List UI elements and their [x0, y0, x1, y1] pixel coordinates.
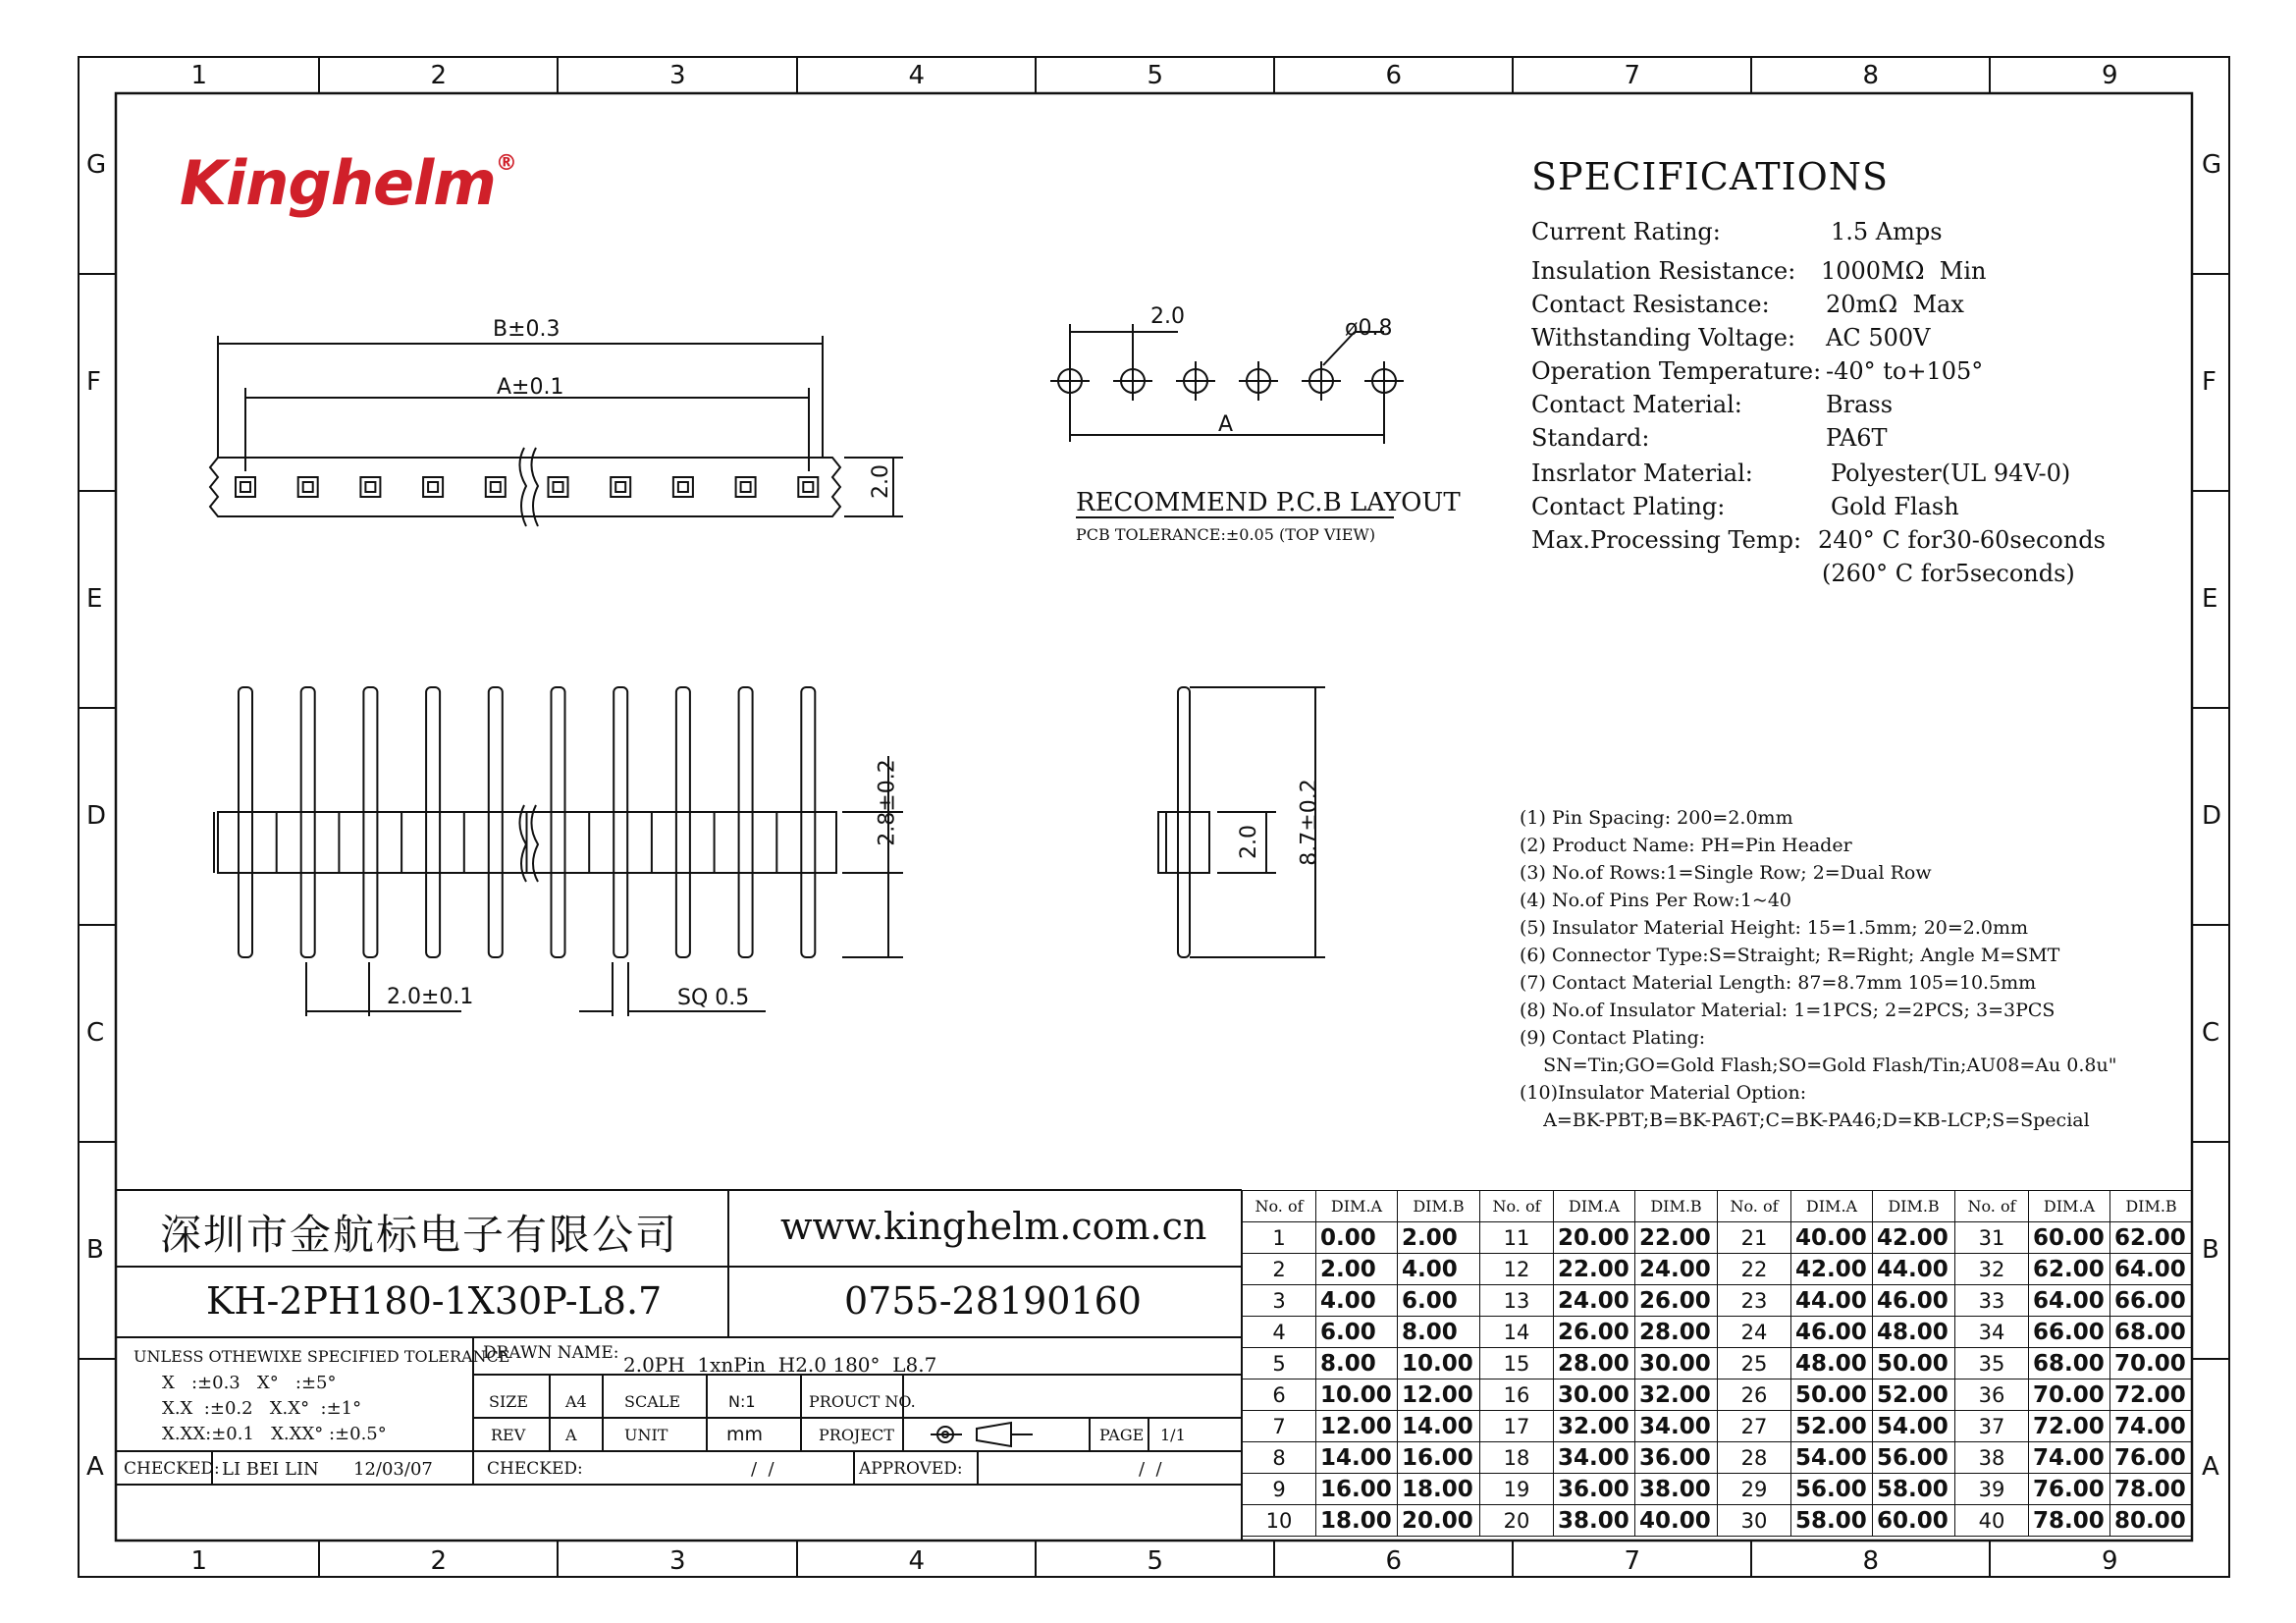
spec-row — [1531, 460, 2071, 487]
grid-column-label: 1 — [190, 1546, 208, 1576]
spec-label: Contact Material: — [1531, 391, 1742, 418]
table-cell: 2.00 — [1316, 1254, 1398, 1285]
table-cell: 64.00 — [2110, 1254, 2193, 1285]
scale-label: SCALE — [624, 1392, 681, 1411]
spec-value: AC 500V — [1826, 324, 1931, 352]
website: www.kinghelm.com.cn — [780, 1205, 1207, 1248]
table-cell: 74.00 — [2110, 1411, 2193, 1442]
table-cell: 34.00 — [1635, 1411, 1718, 1442]
note-line: (2) Product Name: PH=Pin Header — [1520, 835, 1852, 856]
spec-value: Gold Flash — [1831, 493, 1959, 520]
table-row — [1243, 1411, 2193, 1442]
checked-date: 12/03/07 — [353, 1459, 433, 1480]
table-cell: 17 — [1480, 1411, 1554, 1442]
table-cell: 64.00 — [2029, 1285, 2110, 1317]
table-cell: 9 — [1243, 1474, 1316, 1505]
table-cell: 24.00 — [1554, 1285, 1635, 1317]
grid-column-label: 7 — [1624, 1546, 1641, 1576]
table-header-cell: No. of — [1480, 1191, 1554, 1222]
pcb-a-label: A — [1218, 412, 1234, 437]
note-line: (6) Connector Type:S=Straight; R=Right; Angle M=SMT — [1520, 945, 2060, 966]
table-cell: 60.00 — [2029, 1222, 2110, 1254]
table-header-cell: DIM.B — [1635, 1191, 1718, 1222]
table-cell: 44.00 — [1791, 1285, 1873, 1317]
pcb-subtitle: PCB TOLERANCE:±0.05 (TOP VIEW) — [1076, 525, 1376, 544]
table-cell: 18.00 — [1316, 1505, 1398, 1537]
grid-column-label: 5 — [1147, 61, 1164, 90]
table-cell: 62.00 — [2029, 1254, 2110, 1285]
part-number: KH-2PH180-1X30P-L8.7 — [206, 1279, 663, 1323]
note-line: (5) Insulator Material Height: 15=1.5mm; 20=2.0mm — [1520, 917, 2029, 939]
grid-row-label: F — [86, 366, 101, 397]
table-cell: 13 — [1480, 1285, 1554, 1317]
table-cell: 18.00 — [1398, 1474, 1480, 1505]
table-cell: 36 — [1955, 1380, 2029, 1411]
table-cell: 46.00 — [1873, 1285, 1955, 1317]
table-cell: 72.00 — [2110, 1380, 2193, 1411]
brand-logo: Kinghelm® — [180, 147, 516, 219]
spec-row — [1531, 391, 1894, 418]
grid-row-label: D — [2202, 800, 2222, 831]
grid-row-label: D — [86, 800, 107, 831]
table-cell: 35 — [1955, 1348, 2029, 1380]
front-view-drawing — [214, 687, 903, 1016]
table-cell: 11 — [1480, 1222, 1554, 1254]
table-cell: 58.00 — [1791, 1505, 1873, 1537]
grid-column-label: 9 — [2102, 61, 2118, 90]
grid-column-label: 8 — [1862, 61, 1880, 90]
spec-label: Insulation Resistance: — [1531, 257, 1796, 285]
rev-label: REV — [491, 1426, 526, 1444]
table-cell: 32 — [1955, 1254, 2029, 1285]
table-cell: 44.00 — [1873, 1254, 1955, 1285]
note-line: (3) No.of Rows:1=Single Row; 2=Dual Row — [1520, 862, 1932, 884]
table-cell: 1 — [1243, 1222, 1316, 1254]
table-cell: 22.00 — [1554, 1254, 1635, 1285]
grid-row-label: G — [86, 149, 107, 180]
table-cell: 29 — [1718, 1474, 1791, 1505]
front-upper-label: 2.8±0.2 — [875, 759, 900, 846]
size-label: SIZE — [489, 1392, 529, 1411]
grid-row-label: A — [86, 1452, 104, 1482]
table-cell: 39 — [1955, 1474, 2029, 1505]
table-cell: 14 — [1480, 1317, 1554, 1348]
table-cell: 26.00 — [1635, 1285, 1718, 1317]
table-cell: 20 — [1480, 1505, 1554, 1537]
table-cell: 52.00 — [1791, 1411, 1873, 1442]
spec-row — [1531, 493, 1959, 520]
table-row — [1243, 1254, 2193, 1285]
spec-row — [1531, 291, 1964, 318]
note-line: (1) Pin Spacing: 200=2.0mm — [1520, 807, 1793, 829]
table-row — [1243, 1222, 2193, 1254]
table-cell: 15 — [1480, 1348, 1554, 1380]
table-cell: 70.00 — [2029, 1380, 2110, 1411]
table-header-cell: DIM.B — [1398, 1191, 1480, 1222]
table-cell: 38 — [1955, 1442, 2029, 1474]
page-label: PAGE — [1099, 1426, 1145, 1444]
dimension-table — [1242, 1190, 2193, 1537]
spec-extra: (260° C for5seconds) — [1822, 560, 2075, 587]
table-cell: 4.00 — [1398, 1254, 1480, 1285]
table-cell: 10.00 — [1398, 1348, 1480, 1380]
page-value: 1/1 — [1160, 1426, 1186, 1444]
spec-row — [1531, 526, 2106, 554]
note-line: (7) Contact Material Length: 87=8.7mm 105=10.5mm — [1520, 972, 2037, 994]
table-cell: 78.00 — [2029, 1505, 2110, 1537]
table-cell: 50.00 — [1791, 1380, 1873, 1411]
table-cell: 14.00 — [1398, 1411, 1480, 1442]
table-row — [1243, 1317, 2193, 1348]
table-row — [1243, 1505, 2193, 1537]
scale-value: N:1 — [728, 1392, 756, 1411]
unit-value: mm — [726, 1424, 764, 1445]
grid-column-label: 1 — [190, 61, 208, 90]
spec-value: Polyester(UL 94V-0) — [1831, 460, 2071, 487]
table-cell: 22.00 — [1635, 1222, 1718, 1254]
spec-label: Max.Processing Temp: — [1531, 526, 1802, 554]
grid-row-label: G — [2202, 149, 2222, 180]
table-cell: 12 — [1480, 1254, 1554, 1285]
grid-column-label: 5 — [1147, 1546, 1164, 1576]
table-header-row — [1243, 1191, 2193, 1222]
tolerance-title: UNLESS OTHEWIXE SPECIFIED TOLERANCE — [133, 1347, 510, 1366]
checked2-label: CHECKED: — [487, 1459, 583, 1479]
grid-row-label: C — [86, 1017, 105, 1048]
checked2-date: / / — [751, 1459, 774, 1480]
table-cell: 28 — [1718, 1442, 1791, 1474]
company-name: 深圳市金航标电子有限公司 — [160, 1211, 679, 1259]
table-cell: 2.00 — [1398, 1222, 1480, 1254]
table-cell: 40.00 — [1791, 1222, 1873, 1254]
table-header-cell: DIM.A — [1554, 1191, 1635, 1222]
table-cell: 34 — [1955, 1317, 2029, 1348]
table-cell: 27 — [1718, 1411, 1791, 1442]
dim-b-label: B±0.3 — [493, 317, 561, 342]
table-cell: 68.00 — [2110, 1317, 2193, 1348]
grid-row-label: F — [2202, 366, 2216, 397]
spec-value: 1000MΩ Min — [1821, 257, 1987, 285]
table-cell: 68.00 — [2029, 1348, 2110, 1380]
side-total-label: 8.7±0.2 — [1297, 779, 1322, 866]
unit-label: UNIT — [624, 1426, 668, 1444]
table-cell: 32.00 — [1554, 1411, 1635, 1442]
table-cell: 10.00 — [1316, 1380, 1398, 1411]
note-line: (9) Contact Plating: — [1520, 1027, 1706, 1049]
spec-value: 240° C for30-60seconds — [1818, 526, 2106, 554]
spec-row — [1531, 424, 1888, 452]
project-label: PROJECT — [819, 1426, 894, 1444]
table-cell: 54.00 — [1873, 1411, 1955, 1442]
table-cell: 76.00 — [2029, 1474, 2110, 1505]
table-cell: 76.00 — [2110, 1442, 2193, 1474]
spec-label: Contact Plating: — [1531, 493, 1726, 520]
table-cell: 4 — [1243, 1317, 1316, 1348]
dim-height-label: 2.0 — [869, 464, 893, 499]
table-cell: 8 — [1243, 1442, 1316, 1474]
table-cell: 24 — [1718, 1317, 1791, 1348]
spec-value: 20mΩ Max — [1826, 291, 1964, 318]
table-row — [1243, 1474, 2193, 1505]
table-cell: 62.00 — [2110, 1222, 2193, 1254]
spec-row — [1531, 257, 1987, 285]
spec-label: Contact Resistance: — [1531, 291, 1770, 318]
spec-label: Current Rating: — [1531, 218, 1721, 245]
table-cell: 40 — [1955, 1505, 2029, 1537]
table-cell: 18 — [1480, 1442, 1554, 1474]
table-cell: 8.00 — [1316, 1348, 1398, 1380]
table-cell: 60.00 — [1873, 1505, 1955, 1537]
spec-row — [1531, 218, 1943, 245]
note-line: SN=Tin;GO=Gold Flash;SO=Gold Flash/Tin;AU08=Au 0.8u" — [1520, 1055, 2117, 1076]
spec-value: PA6T — [1826, 424, 1888, 452]
table-cell: 38.00 — [1554, 1505, 1635, 1537]
pcb-pitch-label: 2.0 — [1150, 304, 1185, 329]
note-line: (4) No.of Pins Per Row:1~40 — [1520, 890, 1792, 911]
table-cell: 10 — [1243, 1505, 1316, 1537]
product-no-label: PROUCT NO. — [809, 1392, 916, 1411]
grid-row-label: E — [2202, 583, 2218, 614]
spec-label: Insrlator Material: — [1531, 460, 1753, 487]
table-header-cell: DIM.A — [1791, 1191, 1873, 1222]
table-cell: 48.00 — [1791, 1348, 1873, 1380]
table-header-cell: DIM.B — [1873, 1191, 1955, 1222]
table-cell: 78.00 — [2110, 1474, 2193, 1505]
grid-column-label: 4 — [908, 61, 926, 90]
table-cell: 21 — [1718, 1222, 1791, 1254]
table-header-cell: DIM.B — [2110, 1191, 2193, 1222]
table-cell: 31 — [1955, 1222, 2029, 1254]
table-cell: 16.00 — [1316, 1474, 1398, 1505]
projection-symbol — [931, 1423, 1033, 1446]
table-cell: 30 — [1718, 1505, 1791, 1537]
size-value: A4 — [565, 1392, 587, 1411]
spec-label: Operation Temperature: — [1531, 357, 1822, 385]
table-cell: 52.00 — [1873, 1380, 1955, 1411]
grid-column-label: 6 — [1385, 61, 1403, 90]
table-cell: 37 — [1955, 1411, 2029, 1442]
table-cell: 26 — [1718, 1380, 1791, 1411]
table-cell: 48.00 — [1873, 1317, 1955, 1348]
table-cell: 5 — [1243, 1348, 1316, 1380]
grid-row-label: C — [2202, 1017, 2220, 1048]
grid-row-label: E — [86, 583, 103, 614]
spec-row — [1531, 357, 1984, 385]
table-cell: 30.00 — [1635, 1348, 1718, 1380]
table-row — [1243, 1380, 2193, 1411]
table-header-cell: No. of — [1243, 1191, 1316, 1222]
table-cell: 74.00 — [2029, 1442, 2110, 1474]
table-cell: 38.00 — [1635, 1474, 1718, 1505]
table-cell: 36.00 — [1554, 1474, 1635, 1505]
table-cell: 34.00 — [1554, 1442, 1635, 1474]
drawn-name-label: DRAWN NAME: — [483, 1343, 619, 1363]
grid-column-label: 4 — [908, 1546, 926, 1576]
table-row — [1243, 1442, 2193, 1474]
note-line: (10)Insulator Material Option: — [1520, 1082, 1807, 1104]
table-cell: 20.00 — [1398, 1505, 1480, 1537]
table-cell: 4.00 — [1316, 1285, 1398, 1317]
table-cell: 0.00 — [1316, 1222, 1398, 1254]
specifications-title: SPECIFICATIONS — [1531, 155, 1890, 198]
table-row — [1243, 1348, 2193, 1380]
table-header-cell: DIM.A — [2029, 1191, 2110, 1222]
table-header-cell: DIM.A — [1316, 1191, 1398, 1222]
grid-column-label: 9 — [2102, 1546, 2118, 1576]
spec-value: -40° to+105° — [1826, 357, 1984, 385]
table-cell: 24.00 — [1635, 1254, 1718, 1285]
tolerance-line-1: X :±0.3 X° :±5° — [162, 1373, 337, 1393]
table-cell: 46.00 — [1791, 1317, 1873, 1348]
table-cell: 6.00 — [1398, 1285, 1480, 1317]
table-row — [1243, 1285, 2193, 1317]
drawn-name: 2.0PH 1xnPin H2.0 180° L8.7 — [623, 1353, 937, 1377]
table-cell: 66.00 — [2110, 1285, 2193, 1317]
pcb-title: RECOMMEND P.C.B LAYOUT — [1076, 488, 1461, 517]
side-body-label: 2.0 — [1237, 825, 1261, 859]
table-cell: 25 — [1718, 1348, 1791, 1380]
table-cell: 33 — [1955, 1285, 2029, 1317]
table-cell: 30.00 — [1554, 1380, 1635, 1411]
table-cell: 58.00 — [1873, 1474, 1955, 1505]
approved-label: APPROVED: — [859, 1459, 963, 1479]
table-cell: 22 — [1718, 1254, 1791, 1285]
table-cell: 16.00 — [1398, 1442, 1480, 1474]
table-cell: 6.00 — [1316, 1317, 1398, 1348]
spec-row — [1531, 324, 1931, 352]
checked-label: CHECKED: — [124, 1459, 220, 1479]
front-pitch-label: 2.0±0.1 — [387, 985, 474, 1009]
table-cell: 12.00 — [1316, 1411, 1398, 1442]
grid-column-label: 2 — [430, 61, 448, 90]
grid-column-label: 6 — [1385, 1546, 1403, 1576]
table-cell: 80.00 — [2110, 1505, 2193, 1537]
table-cell: 42.00 — [1873, 1222, 1955, 1254]
table-header-cell: No. of — [1718, 1191, 1791, 1222]
checked-name: LI BEI LIN — [222, 1459, 319, 1480]
table-cell: 70.00 — [2110, 1348, 2193, 1380]
phone-number: 0755-28190160 — [844, 1279, 1142, 1323]
table-cell: 7 — [1243, 1411, 1316, 1442]
table-cell: 56.00 — [1873, 1442, 1955, 1474]
table-cell: 23 — [1718, 1285, 1791, 1317]
pcb-hole-label: ø0.8 — [1345, 316, 1393, 341]
approved-date: / / — [1139, 1459, 1162, 1480]
table-cell: 56.00 — [1791, 1474, 1873, 1505]
note-line: (8) No.of Insulator Material: 1=1PCS; 2=2PCS; 3=3PCS — [1520, 1000, 2056, 1021]
table-cell: 20.00 — [1554, 1222, 1635, 1254]
top-view-drawing — [210, 336, 903, 526]
note-line: A=BK-PBT;B=BK-PA6T;C=BK-PA46;D=KB-LCP;S=Special — [1520, 1109, 2090, 1131]
tolerance-line-3: X.XX:±0.1 X.XX° :±0.5° — [162, 1424, 387, 1444]
grid-column-label: 2 — [430, 1546, 448, 1576]
table-cell: 14.00 — [1316, 1442, 1398, 1474]
table-cell: 40.00 — [1635, 1505, 1718, 1537]
table-cell: 66.00 — [2029, 1317, 2110, 1348]
table-cell: 50.00 — [1873, 1348, 1955, 1380]
grid-column-label: 7 — [1624, 61, 1641, 90]
table-cell: 19 — [1480, 1474, 1554, 1505]
table-cell: 42.00 — [1791, 1254, 1873, 1285]
table-cell: 26.00 — [1554, 1317, 1635, 1348]
grid-column-label: 3 — [669, 1546, 686, 1576]
grid-column-label: 3 — [669, 61, 686, 90]
table-cell: 72.00 — [2029, 1411, 2110, 1442]
table-cell: 16 — [1480, 1380, 1554, 1411]
table-cell: 8.00 — [1398, 1317, 1480, 1348]
spec-label: Standard: — [1531, 424, 1650, 452]
table-cell: 54.00 — [1791, 1442, 1873, 1474]
table-cell: 32.00 — [1635, 1380, 1718, 1411]
grid-column-label: 8 — [1862, 1546, 1880, 1576]
dim-a-label: A±0.1 — [497, 375, 564, 400]
spec-value: Brass — [1826, 391, 1894, 418]
table-header-cell: No. of — [1955, 1191, 2029, 1222]
table-cell: 36.00 — [1635, 1442, 1718, 1474]
grid-row-label: B — [2202, 1234, 2219, 1265]
grid-row-label: A — [2202, 1452, 2219, 1482]
rev-value: A — [565, 1426, 577, 1444]
spec-value: 1.5 Amps — [1831, 218, 1943, 245]
table-cell: 2 — [1243, 1254, 1316, 1285]
grid-row-label: B — [86, 1234, 104, 1265]
table-cell: 28.00 — [1635, 1317, 1718, 1348]
table-cell: 28.00 — [1554, 1348, 1635, 1380]
front-sq-label: SQ 0.5 — [677, 986, 750, 1010]
spec-label: Withstanding Voltage: — [1531, 324, 1796, 352]
table-cell: 12.00 — [1398, 1380, 1480, 1411]
table-cell: 6 — [1243, 1380, 1316, 1411]
tolerance-line-2: X.X :±0.2 X.X° :±1° — [162, 1398, 362, 1419]
table-cell: 3 — [1243, 1285, 1316, 1317]
